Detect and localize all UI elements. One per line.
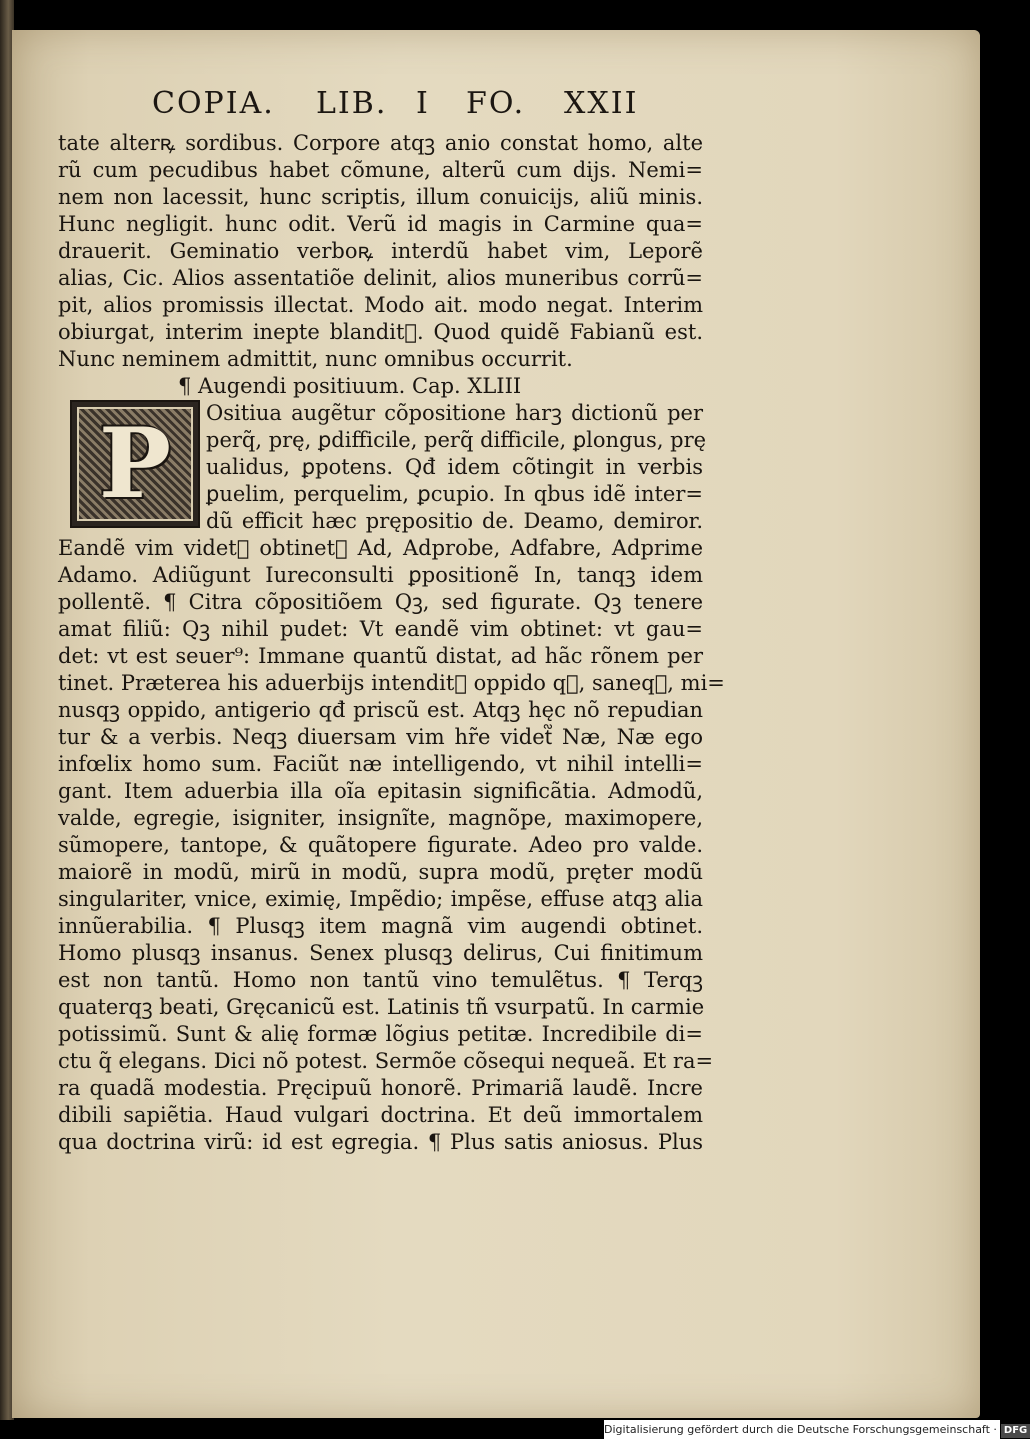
text-line: dibili sapiẽtia. Haud vulgari doctrina. Et deũ immortalem	[58, 1103, 703, 1127]
text-line: Eandẽ vim videt᷑ obtinet᷑ Ad, Adprobe, Adfabre, Adprime	[58, 536, 703, 560]
initial-letter: P	[98, 407, 172, 520]
credit-text: Digitalisierung gefördert durch die Deutsche Forschungsgemeinschaft ·	[604, 1423, 997, 1436]
text-line: ra quadã modestia. Pręcipuũ honorẽ. Primariã laudẽ. Incre	[58, 1076, 703, 1100]
header-book-number: I	[416, 86, 430, 121]
text-line: sũmopere, tantope, & quãtopere figurate. Adeo pro valde.	[58, 833, 703, 857]
text-line: obiurgat, interim inepte blandit᷑. Quod quidẽ Fabianũ est.	[58, 320, 703, 344]
text-line: est non tantũ. Homo non tantũ vino temulẽtus. ¶ Terqꝫ	[58, 968, 703, 992]
text-line: det: vt est seuer⁹: Immane quantũ distat, ad hãc rõnem per	[58, 644, 703, 668]
text-line: pit, alios promissis illectat. Modo ait. modo negat. Interim	[58, 293, 703, 317]
digitization-credit	[604, 1420, 1028, 1439]
decorated-initial	[70, 400, 200, 528]
text-line: nem non lacessit, hunc scriptis, illum conuicijs, aliũ minis.	[58, 185, 703, 209]
text-line: perq̃, prę, ꝑdifficile, perq̃ difficile, ꝑlongus, prę	[206, 428, 707, 452]
text-line: rũ cum pecudibus habet cõmune, alterũ cum dijs. Nemi=	[58, 158, 703, 182]
text-line: innũerabilia. ¶ Plusqꝫ item magnã vim augendi obtinet.	[58, 914, 703, 938]
text-line: amat filiũ: Qꝫ nihil pudet: Vt eandẽ vim obtinet: vt gau=	[58, 617, 703, 641]
text-line: singulariter, vnice, eximię, Impẽdio; impẽse, effuse atqꝫ alia	[58, 887, 703, 911]
header-folio-number: XXII	[564, 86, 639, 121]
header-lib: LIB.	[316, 86, 388, 121]
text-line: dũ efficit hæc prępositio de. Deamo, demiror.	[206, 509, 703, 533]
text-line: valde, egregie, isigniter, insignĩte, magnõpe, maximopere,	[58, 806, 703, 830]
text-line: tinet. Præterea his aduerbijs intendit᷑ oppido qꝫ, saneqꝫ, mi=	[58, 671, 725, 695]
text-line: Homo plusqꝫ insanus. Senex plusqꝫ delirus, Cui finitimum	[58, 941, 703, 965]
text-line: Adamo. Adiũgunt Iureconsulti ꝑpositionẽ In, tanqꝫ idem	[58, 563, 703, 587]
dfg-logo: DFG	[1001, 1424, 1030, 1438]
text-line: ualidus, ꝑpotens. Qđ idem cõtingit in verbis	[206, 455, 703, 479]
text-line: potissimũ. Sunt & alię formæ lõgius petitæ. Incredibile di=	[58, 1022, 703, 1046]
text-line: tate alterꝶ sordibus. Corpore atqꝫ anio constat homo, alte	[58, 131, 703, 155]
text-line: maiorẽ in modũ, mirũ in modũ, supra modũ, pręter modũ	[58, 860, 703, 884]
text-line: alias, Cic. Alios assentatiõe delinit, alios muneribus corrũ=	[58, 266, 703, 290]
text-line: gant. Item aduerbia illa oĩa epitasin significãtia. Admodũ,	[58, 779, 703, 803]
header-folio-label: FO.	[466, 86, 526, 121]
text-line: pollentẽ. ¶ Citra cõpositiõem Qꝫ, sed figurate. Qꝫ tenere	[58, 590, 703, 614]
text-line: nusqꝫ oppido, antigerio qđ priscũ est. Atqꝫ hęc nõ repudian	[58, 698, 703, 722]
text-line: Hunc negligit. hunc odit. Verũ id magis in Carmine qua=	[58, 212, 703, 236]
text-line: tur & a verbis. Neqꝫ diuersam vim hr̃e videt᷑ Næ, Næ ego	[58, 725, 703, 749]
running-header	[152, 86, 652, 126]
text-line: infœlix homo sum. Faciũt næ intelligendo, vt nihil intelli=	[58, 752, 703, 776]
text-line: quaterqꝫ beati, Gręcanicũ est. Latinis tñ vsurpatũ. In carmie	[58, 995, 705, 1019]
text-line: Ositiua augẽtur cõpositione harꝫ dictionũ per	[206, 401, 703, 425]
text-line: drauerit. Geminatio verboꝶ interdũ habet vim, Leporẽ	[58, 239, 703, 263]
text-line: ¶ Augendi positiuum. Cap. XLIII	[178, 374, 522, 398]
text-line: Nunc neminem admittit, nunc omnibus occurrit.	[58, 347, 573, 371]
text-line: ctu q̃ elegans. Dici nõ potest. Sermõe cõsequi nequeã. Et ra=	[58, 1049, 714, 1073]
text-line: ꝑuelim, perquelim, ꝑcupio. In qbus idẽ inter=	[206, 482, 703, 506]
header-title: COPIA.	[152, 86, 275, 121]
text-line: qua doctrina virũ: id est egregia. ¶ Plus satis aniosus. Plus	[58, 1130, 703, 1154]
